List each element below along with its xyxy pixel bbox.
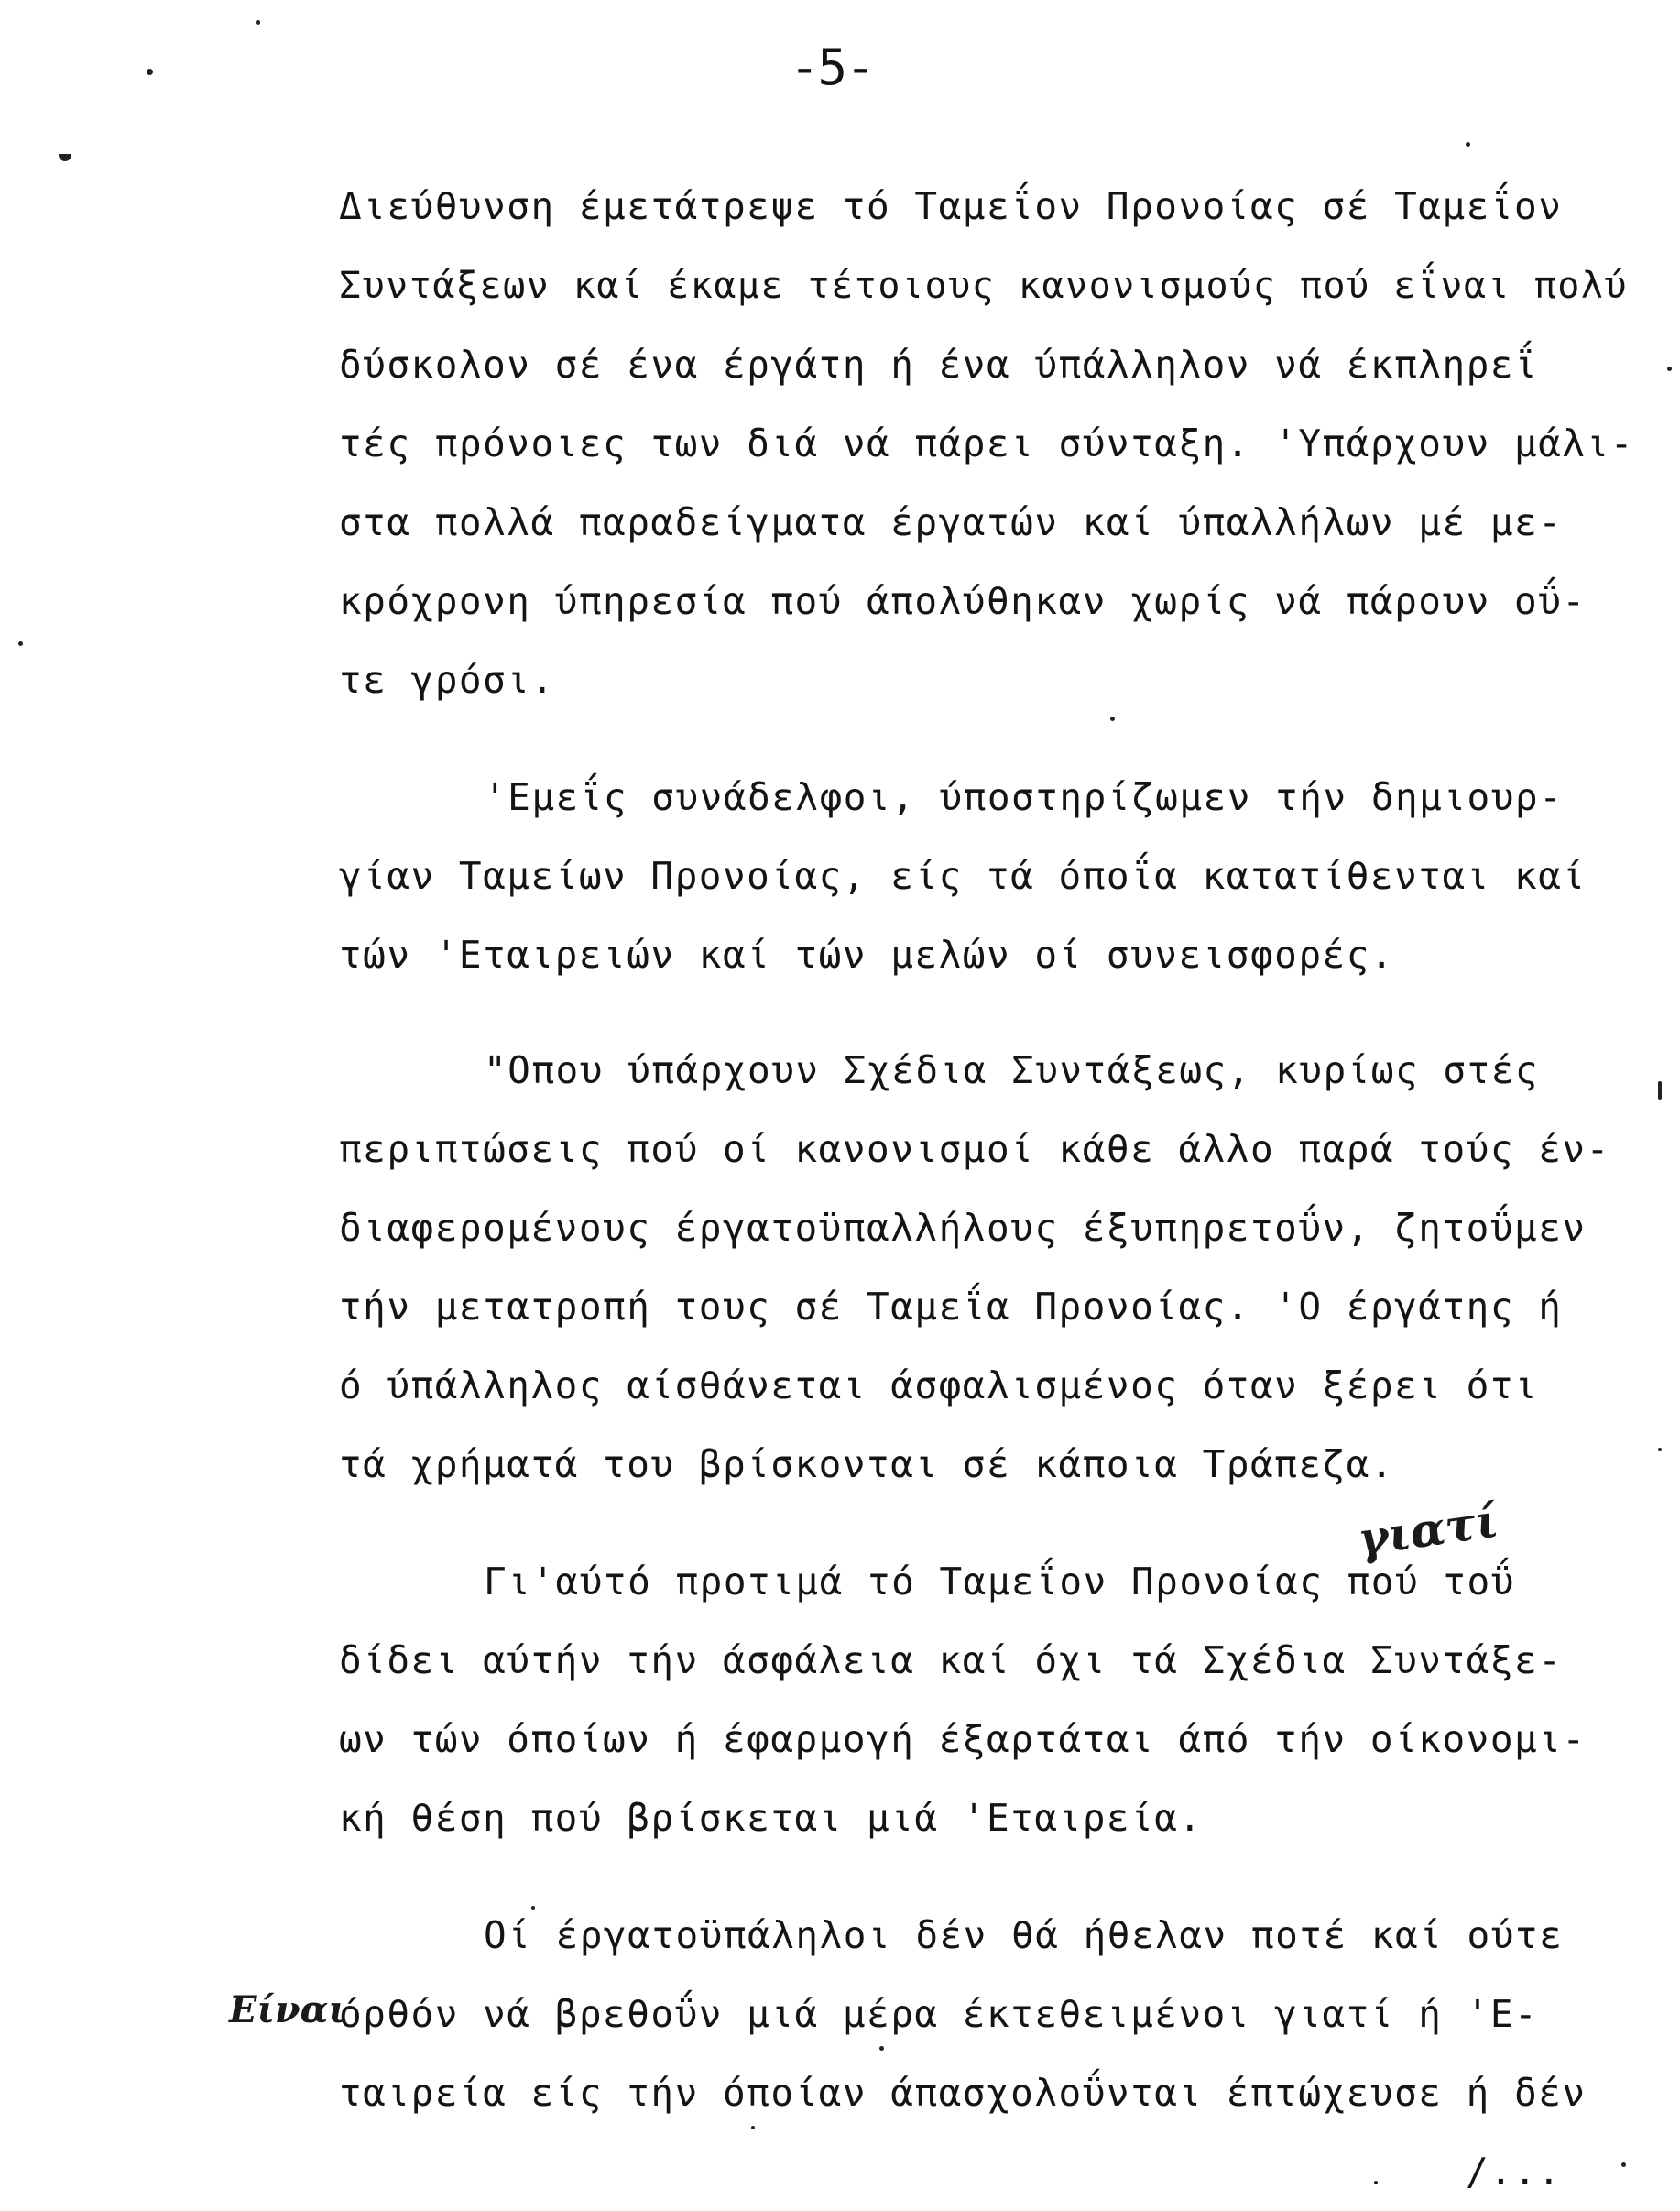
scan-speck (147, 69, 153, 75)
text-line: τών 'Εταιρειών καί τών μελών οί συνεισφορές. (339, 933, 1395, 977)
scan-speck (751, 2126, 755, 2129)
scan-speck (1374, 2181, 1378, 2184)
text-line: Γι'αύτό προτιμά τό Ταμεΐον Προνοίας πού τοΰ (484, 1560, 1515, 1604)
handwritten-margin-note: Είναι (229, 1988, 346, 2031)
scan-speck (256, 20, 260, 25)
text-line: κρόχρονη ύπηρεσία πού άπολύθηκαν χωρίς νά πάρουν οΰ- (339, 579, 1587, 623)
page-number: -5- (790, 38, 874, 96)
text-line: τήν μετατροπή τους σέ Ταμεΐα Προνοίας. 'Ο έργάτης ή (339, 1285, 1563, 1329)
text-line: τά χρήματά του βρίσκονται σέ κάποια Τράπεζα. (339, 1442, 1395, 1486)
scan-speck (1621, 2162, 1626, 2167)
text-line: 'Εμεΐς συνάδελφοι, ύποστηρίζωμεν τήν δημιουρ- (484, 775, 1564, 819)
text-line: τές πρόνοιες των διά νά πάρει σύνταξη. 'Υπάρχουν μάλι- (339, 421, 1634, 465)
text-line: κή θέση πού βρίσκεται μιά 'Εταιρεία. (339, 1796, 1203, 1840)
scan-speck (1658, 1448, 1662, 1451)
handwritten-correction: γιατί (1354, 1493, 1501, 1567)
text-line: τε γρόσι. (339, 658, 555, 702)
scan-speck (1658, 1081, 1662, 1100)
scan-speck (531, 1906, 535, 1910)
text-line: δίδει αύτήν τήν άσφάλεια καί όχι τά Σχέδια Συντάξε- (339, 1638, 1563, 1682)
text-line: "Οπου ύπάρχουν Σχέδια Συντάξεως, κυρίως στές (484, 1048, 1540, 1092)
text-line: ων τών όποίων ή έφαρμογή έξαρτάται άπό τήν οίκονομι- (339, 1717, 1587, 1761)
text-line: Οί έργατοϋπάληλοι δέν θά ήθελαν ποτέ καί ούτε (484, 1913, 1564, 1957)
scan-speck (59, 154, 71, 161)
continuation-mark: /... (1466, 2150, 1562, 2194)
scan-speck (1466, 142, 1470, 147)
text-line: στα πολλά παραδείγματα έργατών καί ύπαλλήλων μέ με- (339, 500, 1563, 544)
text-line: διαφερομένους έργατοϋπαλλήλους έξυπηρετοΰν, ζητοΰμεν (339, 1206, 1587, 1250)
text-line: περιπτώσεις πού οί κανονισμοί κάθε άλλο παρά τούς έν- (339, 1127, 1610, 1171)
text-line: Συντάξεων καί έκαμε τέτοιους κανονισμούς πού εΐναι πολύ (339, 265, 1629, 307)
scan-speck (18, 641, 23, 646)
text-line: όρθόν νά βρεθοΰν μιά μέρα έκτεθειμένοι γιατί ή 'Ε- (339, 1992, 1539, 2036)
text-line: Διεύθυνση έμετάτρεψε τό Ταμεΐον Προνοίας σέ Ταμεΐον (339, 184, 1563, 228)
text-line: ταιρεία είς τήν όποίαν άπασχολοΰνται έπτώχευσε ή δέν (339, 2071, 1587, 2115)
scan-speck (879, 2046, 884, 2051)
scan-speck (1667, 367, 1672, 371)
scan-speck (1110, 717, 1115, 721)
text-line: δύσκολον σέ ένα έργάτη ή ένα ύπάλληλον νά έκπληρεΐ (339, 343, 1539, 387)
text-line: ό ύπάλληλος αίσθάνεται άσφαλισμένος όταν ξέρει ότι (339, 1363, 1539, 1407)
text-line: γίαν Ταμείων Προνοίας, είς τά όποΐα κατατίθενται καί (339, 854, 1587, 898)
